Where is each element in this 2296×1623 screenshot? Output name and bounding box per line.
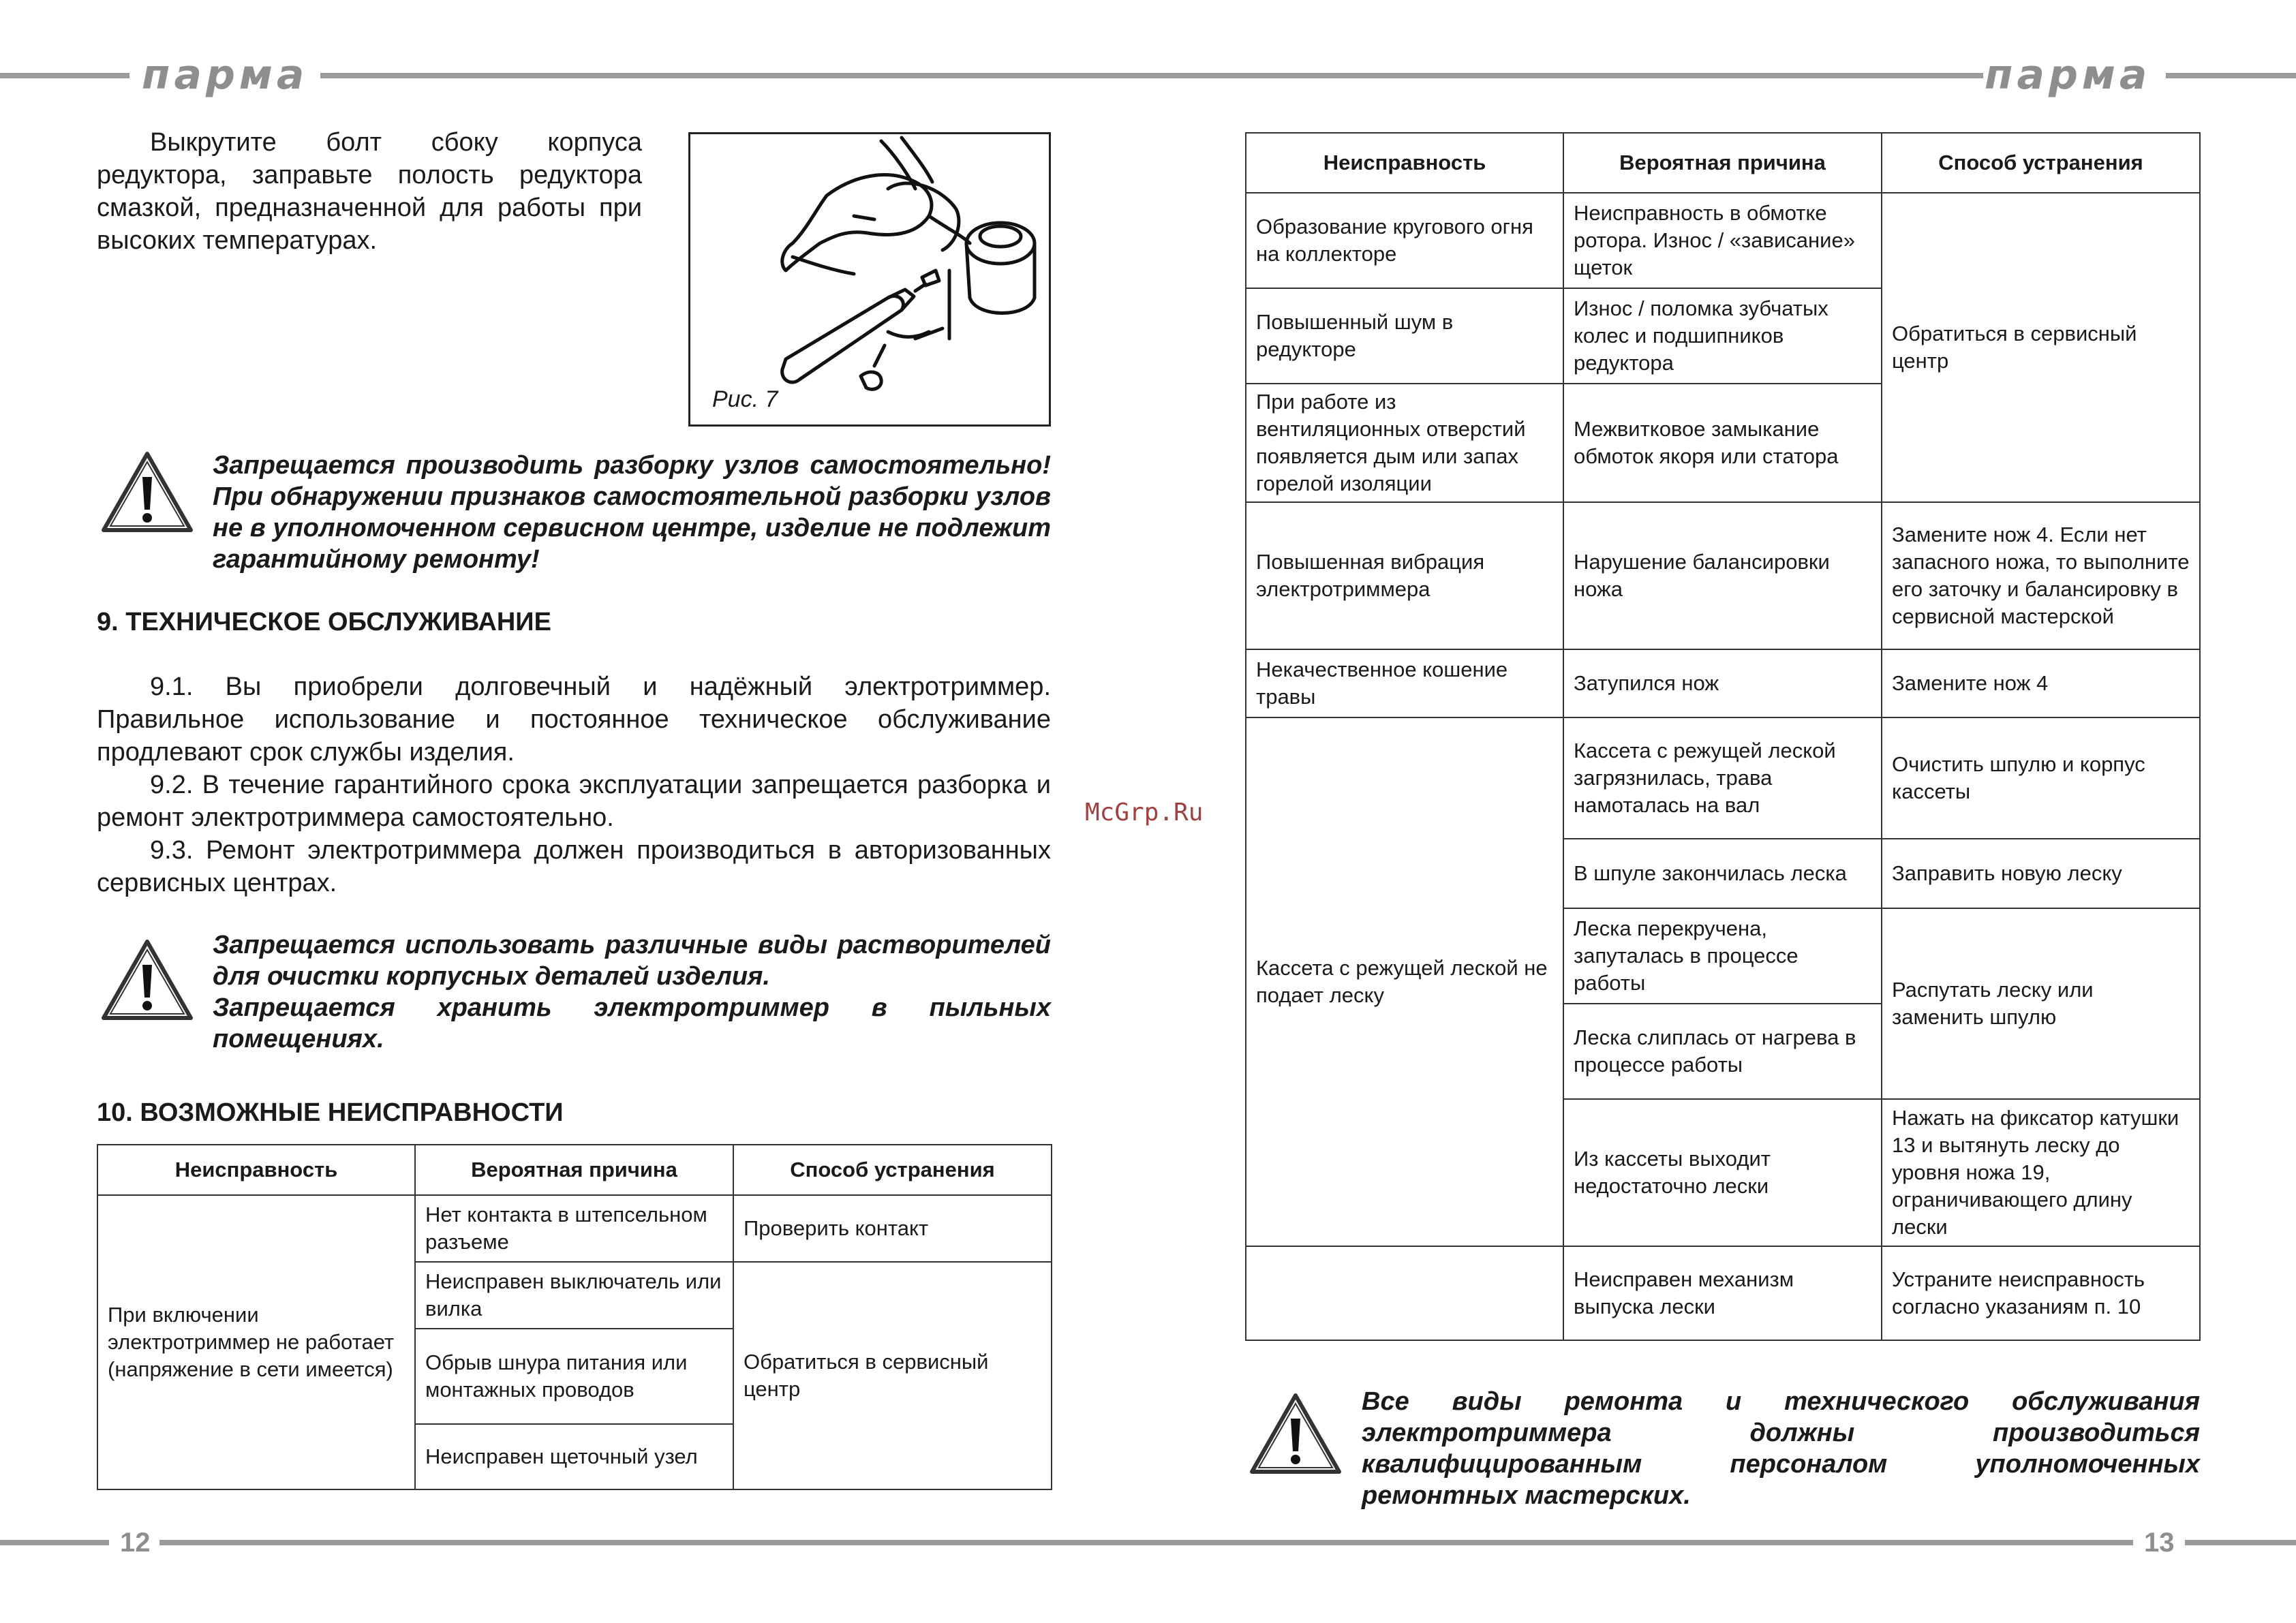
table-cell-fault: Повышенная вибрация электротриммера xyxy=(1246,502,1563,649)
col-header-remedy: Способ устранения xyxy=(1882,133,2200,193)
table-cell-fault: Некачественное кошение травы xyxy=(1246,649,1563,717)
section-9-p1: 9.1. Вы приобрели долговечный и надёжный электротриммер. Правильное использование и постоянное техническое обслуживание продлевают срок службы изделия. xyxy=(97,673,1051,767)
table-cell-fault: При работе из вентиляционных отверстий появляется дым или запах горелой изоляции xyxy=(1246,384,1563,502)
section-9-p3: 9.3. Ремонт электротриммера должен производиться в авторизованных сервисных центрах. xyxy=(97,836,1051,897)
header-rule-right xyxy=(2166,73,2296,78)
table-cell-remedy: Замените нож 4. Если нет запасного ножа, то выполните его заточку и балансировку в сервисной мастерской xyxy=(1882,502,2200,649)
table-cell-fault-empty xyxy=(1246,1246,1563,1340)
table-cell-remedy: Заправить новую леску xyxy=(1882,839,2200,908)
section-9-p2: 9.2. В течение гарантийного срока эксплуатации запрещается разборка и ремонт электротриммера самостоятельно. xyxy=(97,771,1051,832)
table-cell-cause: Из кассеты выходит недостаточно лески xyxy=(1563,1099,1882,1246)
table-cell-cause: Неисправен щеточный узел xyxy=(415,1424,733,1489)
table-cell-cause: Обрыв шнура питания или монтажных проводов xyxy=(415,1329,733,1424)
warning-2-line-1: Запрещается использовать различные виды растворителей для очистки корпусных деталей изделия. xyxy=(213,931,1051,991)
table-cell-remedy: Устраните неисправность согласно указаниям п. 10 xyxy=(1882,1246,2200,1340)
table-cell-fault: Кассета с режущей леской не подает леску xyxy=(1246,717,1563,1246)
table-cell-remedy: Замените нож 4 xyxy=(1882,649,2200,717)
table-cell-cause: Кассета с режущей леской загрязнилась, трава намоталась на вал xyxy=(1563,717,1882,839)
table-cell-remedy: Распутать леску или заменить шпулю xyxy=(1882,908,2200,1099)
faults-table-left xyxy=(97,1144,1052,1490)
table-cell-cause: Неисправен механизм выпуска лески xyxy=(1563,1246,1882,1340)
table-cell-remedy: Обратиться в сервисный центр xyxy=(733,1262,1052,1489)
section-10-title: 10. ВОЗМОЖНЫЕ НЕИСПРАВНОСТИ xyxy=(97,1098,564,1127)
page-number-left: 12 xyxy=(120,1528,151,1558)
watermark: McGrp.Ru xyxy=(1085,799,1204,826)
warning-1-text xyxy=(213,450,1051,575)
col-header-cause: Вероятная причина xyxy=(1563,133,1882,193)
gearbox-drawing xyxy=(690,134,1049,424)
footer-rule-right xyxy=(2185,1540,2296,1545)
table-cell-cause: Неисправен выключатель или вилка xyxy=(415,1262,733,1329)
section-9-body xyxy=(97,670,1051,899)
table-cell-fault: Образование кругового огня на коллекторе xyxy=(1246,193,1563,288)
table-cell-cause: В шпуле закончилась леска xyxy=(1563,839,1882,908)
brand-logo-right: парма xyxy=(1985,51,2152,99)
table-cell-remedy: Нажать на фиксатор катушки 13 и вытянуть леску до уровня ножа 19, ограничивающего длину лески xyxy=(1882,1099,2200,1246)
table-cell-cause: Неисправность в обмотке ротора. Износ / «зависание» щеток xyxy=(1563,193,1882,288)
faults-table-right xyxy=(1245,132,2201,1341)
footer-rule-middle xyxy=(159,1540,2133,1545)
warning-icon xyxy=(100,450,195,534)
table-cell-cause: Нарушение балансировки ножа xyxy=(1563,502,1882,649)
table-cell-cause: Межвитковое замыкание обмоток якоря или статора xyxy=(1563,384,1882,502)
col-header-fault: Неисправность xyxy=(1246,133,1563,193)
table-cell-remedy: Обратиться в сервисный центр xyxy=(1882,193,2200,502)
col-header-fault: Неисправность xyxy=(97,1145,415,1195)
warning-icon xyxy=(1248,1391,1343,1476)
table-cell-cause: Затупился нож xyxy=(1563,649,1882,717)
warning-3-text: Все виды ремонта и технического обслуживания электротриммера должны производиться квалифицированным персоналом уполномоченных ремонтных мастерских. xyxy=(1362,1387,2200,1510)
intro-paragraph xyxy=(97,126,642,257)
warning-2-line-2: Запрещается хранить электротриммер в пыльных помещениях. xyxy=(213,993,1051,1053)
table-cell-cause: Леска перекручена, запуталась в процессе работы xyxy=(1563,908,1882,1004)
table-cell-remedy: Проверить контакт xyxy=(733,1195,1052,1262)
col-header-cause: Вероятная причина xyxy=(415,1145,733,1195)
table-cell-fault: При включении электротриммер не работает (напряжение в сети имеется) xyxy=(97,1195,415,1489)
footer-rule-left-a xyxy=(0,1540,109,1545)
warning-2-text xyxy=(213,929,1051,1055)
section-9-title: 9. ТЕХНИЧЕСКОЕ ОБСЛУЖИВАНИЕ xyxy=(97,608,551,636)
table-cell-cause: Леска слиплась от нагрева в процессе работы xyxy=(1563,1004,1882,1099)
header-rule-left-b xyxy=(320,73,1983,78)
table-cell-remedy: Очистить шпулю и корпус кассеты xyxy=(1882,717,2200,839)
warning-icon xyxy=(100,938,195,1022)
brand-logo-left: парма xyxy=(142,51,309,99)
table-cell-fault: Повышенный шум в редукторе xyxy=(1246,288,1563,384)
figure-7 xyxy=(688,132,1051,427)
warning-1-line: Запрещается производить разборку узлов самостоятельно! При обнаружении признаков самостоятельной разборки узлов не в уполномоченном сервисном центре, изделие не подлежит гарантийному ремонту! xyxy=(213,451,1051,574)
intro-text: Выкрутите болт сбоку корпуса редуктора, заправьте полость редуктора смазкой, предназначенной для работы при высоких температурах. xyxy=(97,128,642,255)
col-header-remedy: Способ устранения xyxy=(733,1145,1052,1195)
figure-caption: Рис. 7 xyxy=(712,386,778,412)
page-number-right: 13 xyxy=(2144,1528,2175,1558)
header-rule-left-a xyxy=(0,73,129,78)
table-cell-cause: Нет контакта в штепсельном разъеме xyxy=(415,1195,733,1262)
table-cell-cause: Износ / поломка зубчатых колес и подшипников редуктора xyxy=(1563,288,1882,384)
